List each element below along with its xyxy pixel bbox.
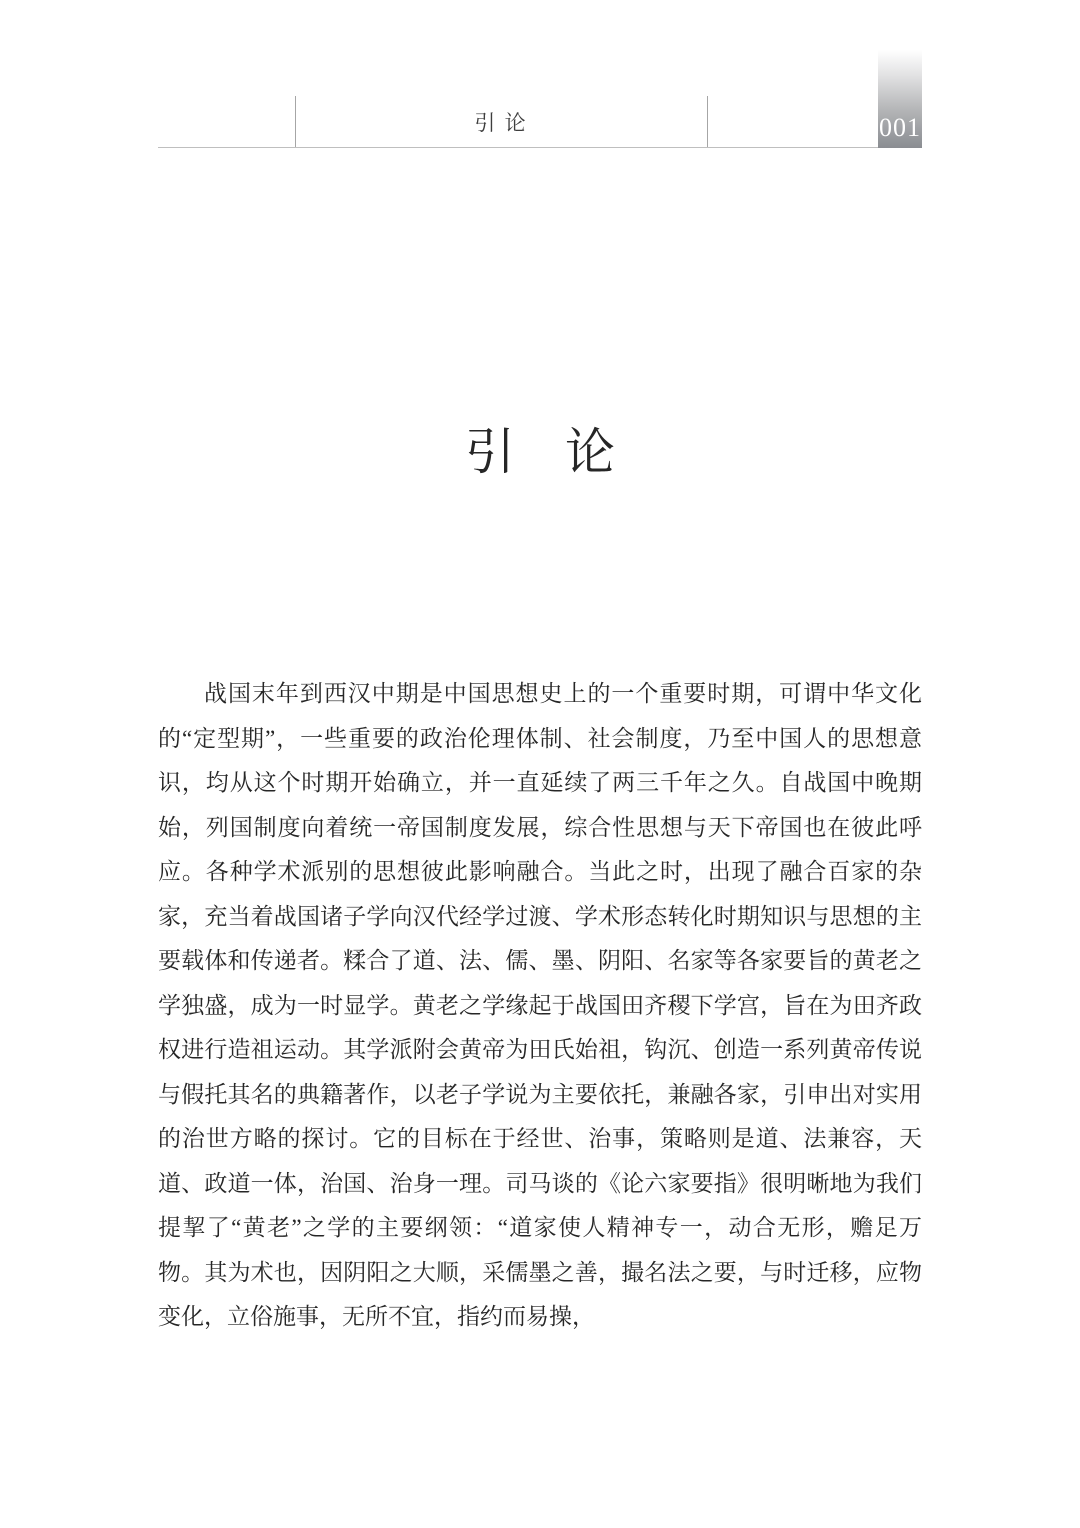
header-rule	[158, 147, 878, 148]
header-tick-right	[707, 96, 708, 147]
running-header-title: 引 论	[474, 111, 528, 135]
page-number-badge	[878, 50, 922, 148]
page-number: 001	[879, 113, 921, 142]
chapter-title: 引 论	[465, 424, 615, 480]
body-paragraph: 战国末年到西汉中期是中国思想史上的一个重要时期，可谓中华文化的“定型期”，一些重要的政治伦理体制、社会制度，乃至中国人的思想意识，均从这个时期开始确立，并一直延续了两三千年之久。自战国中晚期始，列国制度向着统一帝国制度发展，综合性思想与天下帝国也在彼此呼应。各种学术派别的思想彼此影响融合。当此之时，出现了融合百家的杂家，充当着战国诸子学向汉代经学过渡、学术形态转化时期知识与思想的主要载体和传递者。糅合了道、法、儒、墨、阴阳、名家等各家要旨的黄老之学独盛，成为一时显学。黄老之学缘起于战国田齐稷下学宫，旨在为田齐政权进行造祖运动。其学派附会黄帝为田氏始祖，钩沉、创造一系列黄帝传说与假托其名的典籍著作，以老子学说为主要依托，兼融各家，引申出对实用的治世方略的探讨。它的目标在于经世、治事，策略则是道、法兼容，天道、政道一体，治国、治身一理。司马谈的《论六家要指》很明晰地为我们提挈了“黄老”之学的主要纲领：“道家使人精神专一，动合无形，赡足万物。其为术也，因阴阳之大顺，采儒墨之善，撮名法之要，与时迁移，应物变化，立俗施事，无所不宜，指约而易操，	[158, 681, 922, 1329]
